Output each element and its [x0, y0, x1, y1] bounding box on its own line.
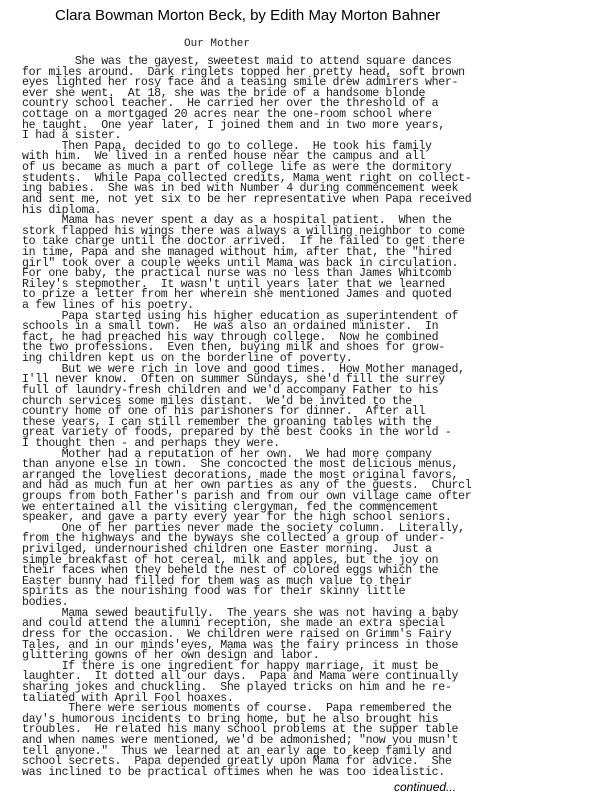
text-line: was inclined to be practical oftimes when he was too idealistic. [22, 765, 445, 779]
text-line: stork flapped his wings there was always a willing neighbor to come [22, 224, 465, 238]
text-line: school secrets. Papa depended greatly upon Mama for advice. She [22, 755, 452, 769]
text-line: spirits as the nourishing food was for their skinny little [22, 585, 406, 599]
text-line: to take charge until the doctor arrived. If he failed to get there [22, 235, 465, 249]
text-line: for miles around. Dark ringlets topped her pretty head, soft brown [22, 65, 465, 79]
text-line: his diploma. [22, 203, 102, 217]
text-line: fact, he had preached his way through college. Now he combined [22, 330, 439, 344]
text-line: Easter bunny had filled for them was as much value to their [22, 574, 412, 588]
text-line: I had a sister. [22, 129, 122, 143]
text-line: laughter. It dotted all our days. Papa and Mama were continually [22, 670, 459, 684]
text-line: taliated with April Fool hoaxes. [22, 691, 234, 705]
text-line: Mother had a reputation of her own. We had more company [22, 447, 432, 461]
text-line: schools in a small town. He was also an ordained minister. In [22, 320, 439, 334]
text-line: in time, Papa and she managed without him, after that, the "hired [22, 245, 452, 259]
document-body [22, 57, 502, 778]
text-line: glittering gowns of her own design and labor. [22, 649, 320, 663]
text-line: than anyone else in town. She concocted the most delicious menus, [22, 458, 459, 472]
text-line: he taught. One year later, I joined them and in two more years, [22, 118, 445, 132]
text-line: day's humorous incidents to bring home, but he also brought his [22, 712, 439, 726]
text-line: with him. We lived in a rented house near the campus and all [22, 150, 426, 164]
text-line: to prize a letter from her wherein she mentioned James and quoted [22, 288, 452, 302]
text-line: sharing jokes and chuckling. She played tricks on him and he re- [22, 680, 452, 694]
text-line: ever she went. At 18, she was the bride of a handsome blonde [22, 86, 426, 100]
text-line: eyes lighted her rosy face and a teasing smile drew admirers wher- [22, 76, 459, 90]
text-line: and sent me, not yet six to be her representative when Papa received [22, 192, 472, 206]
text-line: Tales, and in our minds'eyes, Mama was the fairy princess in those [22, 638, 459, 652]
text-line: students. While Papa collected credits, Mama went right on collect- [22, 171, 472, 185]
text-line: Mama sewed beautifully. The years she was not having a baby [22, 606, 459, 620]
document-heading: Our Mother [184, 38, 251, 50]
text-line: dress for the occasion. We children were raised on Grimm's Fairy [22, 627, 452, 641]
text-line: tell anyone." Thus we learned at an early age to keep family and [22, 744, 452, 758]
text-line: girl" took over a couple weeks until Mama was back in circulation. [22, 256, 459, 270]
text-line: country school teacher. He carried her over the threshold of a [22, 97, 439, 111]
text-line: bodies. [22, 596, 69, 610]
text-line: church services some miles distant. We'd be invited to the [22, 394, 412, 408]
text-line: Riley's stepmother. It wasn't until years later that we learned [22, 277, 445, 291]
text-line: and had as much fun at her own parties as any of the guests. Churcl [22, 479, 472, 493]
text-line: If there is one ingredient for happy marriage, it must be [22, 659, 439, 673]
text-line: from the highways and the byways she collected a group of under- [22, 532, 445, 546]
text-line: But we were rich in love and good times. How Mother managed, [22, 362, 465, 376]
text-line: privilged, undernourished children one Easter morning. Just a [22, 543, 432, 557]
text-line: I'll never know. Often on summer Sundays, she'd fill the surrey [22, 373, 445, 387]
text-line: ing children kept us on the borderline of poverty. [22, 352, 353, 366]
text-line: country home of one of his parishoners for dinner. After all [22, 405, 426, 419]
text-line: Then Papa, decided to go to college. He took his family [22, 139, 432, 153]
text-line: groups from both Father's parish and from our own village came ofter [22, 489, 472, 503]
text-line: Papa started using his higher education as superintendent of [22, 309, 459, 323]
text-line: arranged the loveliest decorations, made the most original favors, [22, 468, 459, 482]
text-line: Mama has never spent a day as a hospital patient. When the [22, 214, 452, 228]
continued-note: continued... [394, 780, 457, 794]
page-header-title: Clara Bowman Morton Beck, by Edith May Morton Bahner [55, 7, 441, 24]
text-line: ing babies. She was in bed with Number 4 during commencement week [22, 182, 459, 196]
text-line: of us became as much a part of college life as were the dormitory [22, 161, 452, 175]
text-line: troubles. He related his many school problems at the supper table [22, 723, 459, 737]
text-line: these years, I can still remember the groaning tables with the [22, 415, 432, 429]
text-line: speaker, and gave a party every year for the high school seniors. [22, 511, 452, 525]
text-line: the two professions. Even then, buying milk and shoes for grow- [22, 341, 445, 355]
text-line: we entertained all the visiting clergyman, fed the commencement [22, 500, 439, 514]
text-line: full of laundry-fresh children and we'd accompany Father to his [22, 383, 439, 397]
text-line: One of her parties never made the society column. Literally, [22, 521, 465, 535]
text-line: I thought then - and perhaps they were. [22, 436, 280, 450]
text-line: their faces when they beheld the nest of colored eggs which the [22, 564, 439, 578]
text-line: There were serious moments of course. Papa remembered the [22, 702, 452, 716]
text-line: and could attend the alumni reception, she made an extra special [22, 617, 445, 631]
text-line: cottage on a mortgaged 20 acres near the one-room school where [22, 108, 432, 122]
text-line: simple breakfast of hot cereal, milk and apples, but the joy on [22, 553, 439, 567]
text-line: a few lines of his poetry. [22, 299, 194, 313]
text-line: and when names were mentioned, we'd be admonished; "now you musn't [22, 734, 459, 747]
text-line: She was the gayest, sweetest maid to attend square dances [22, 55, 452, 68]
text-line: great variety of foods, prepared by the best cooks in the world - [22, 426, 452, 440]
text-line: For one baby, the practical nurse was no less than James Whitcomb [22, 267, 452, 281]
